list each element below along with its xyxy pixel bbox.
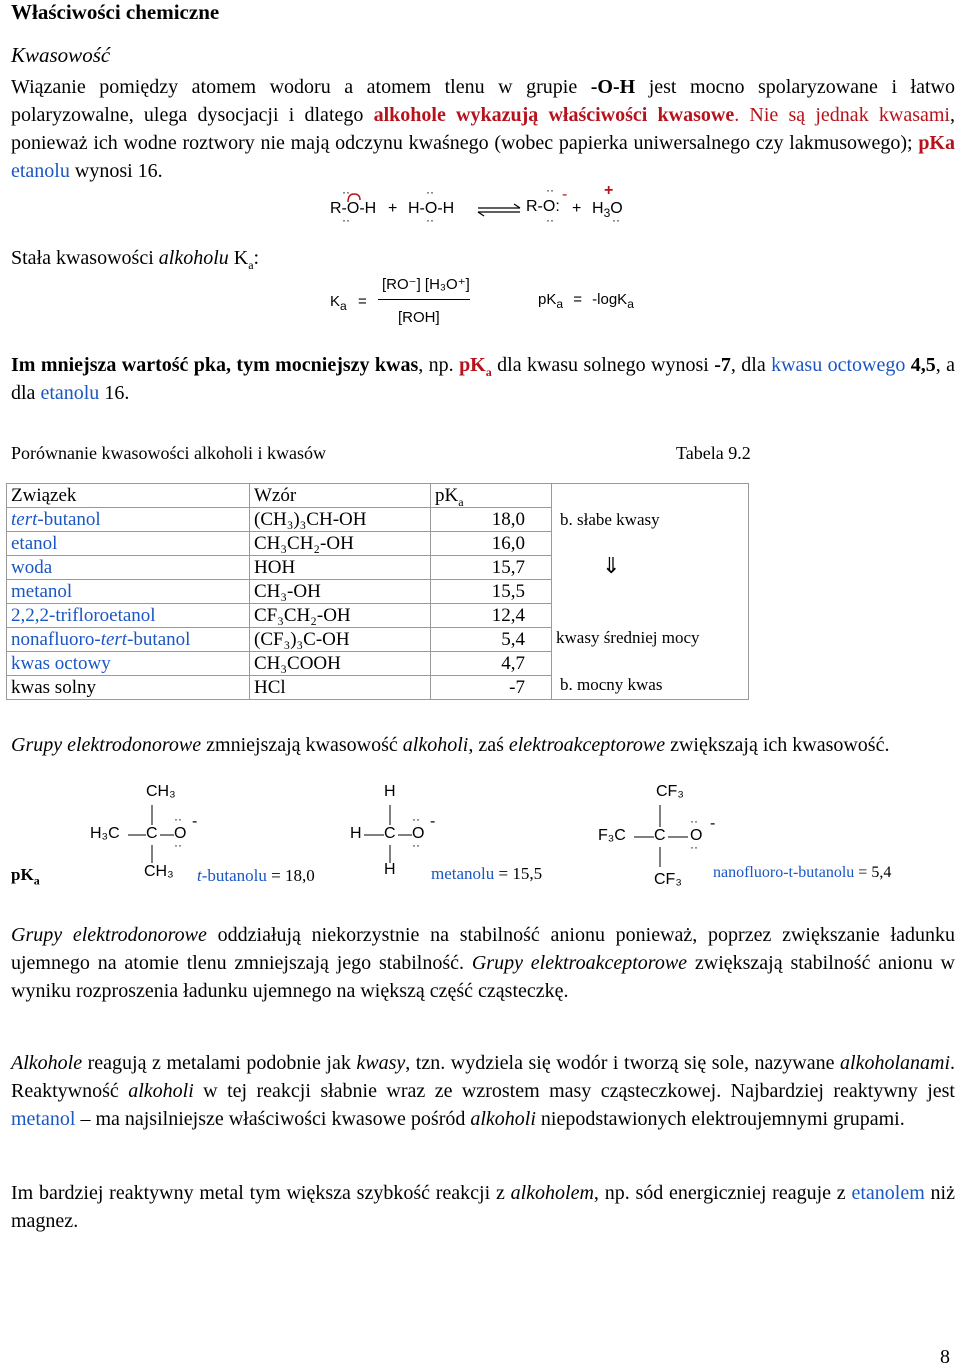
text-italic: alkoholi [402, 734, 469, 756]
plus-sign: + [572, 200, 582, 217]
text-italic: Alkohole [11, 1052, 83, 1074]
t-prefix: t [197, 866, 202, 885]
cell-pka: 16,0 [431, 532, 552, 556]
structure-t-butoxide [90, 783, 210, 883]
product-hydronium [592, 200, 623, 221]
fraction-bar [378, 299, 470, 300]
medium-acid-label: kwasy średniej mocy [556, 628, 700, 647]
pka-value: = 5,4 [854, 864, 892, 881]
kwas-octowy-link: kwasu octowego [771, 354, 906, 376]
text: Wiązanie pomiędzy atomem wodoru a atomem tlenu w grupie [11, 76, 591, 98]
oh-group: -O-H [590, 76, 636, 98]
text: zwiększają stabilność anionu w wyniku rozproszenia ładunku ujemnego na większą część cząsteczkę. [11, 952, 955, 1002]
text: wynosi 16. [69, 160, 163, 182]
text: 16. [99, 382, 130, 404]
cell-pka: 4,7 [431, 652, 552, 676]
page-heading: Właściwości chemiczne [11, 0, 220, 24]
text: , np. [418, 354, 460, 376]
text-italic: elektroakceptorowe [508, 734, 666, 756]
cell-formula: CH₃CH₂-OH [250, 532, 431, 556]
text: reagują z metalami podobnie jak [82, 1052, 357, 1074]
metanol-link: metanol [11, 1108, 76, 1130]
nonafluoro-link: nanofluoro-t-butanolu [713, 864, 855, 881]
text: dla kwasu solnego wynosi [491, 354, 715, 376]
paragraph-pka-rule [11, 351, 955, 407]
structure-methoxide [348, 783, 438, 883]
paragraph-metals [11, 1049, 955, 1133]
structure-nonafluoro-t-butoxide [598, 783, 728, 893]
text-italic: Grupy elektrodonorowe [11, 924, 207, 946]
carbon: C [384, 825, 396, 842]
cell-formula: (CH₃)₃CH-OH [250, 508, 431, 532]
ka-formula [330, 275, 490, 335]
weak-acid-label: b. słabe kwasy [560, 510, 660, 529]
text: w tej reakcji słabnie wraz ze wzrostem masy cząsteczkowej. Najbardziej reaktywny jest [193, 1080, 955, 1102]
text: niepodstawionych elektroujemnymi grupami. [535, 1108, 905, 1130]
svg-text:··: ·· [546, 188, 554, 197]
text-italic: Grupy elektrodonorowe [11, 734, 202, 756]
text: oddziałują niekorzystnie na stabilność anionu ponieważ, poprzez zwiększanie ładunku ujemnego na atomie tlenu zmniejszają jego stabilność. [11, 924, 955, 974]
subscript: a [627, 297, 634, 311]
text: , np. sód energiczniej reaguje z [593, 1182, 852, 1204]
table-label: Tabela 9.2 [676, 443, 751, 463]
svg-text:··: ·· [174, 838, 182, 852]
svg-text:··: ·· [690, 840, 698, 854]
text: , dla [730, 354, 772, 376]
text: , zaś [468, 734, 509, 756]
cell-pka: 15,5 [431, 580, 552, 604]
paragraph-acidity [11, 73, 955, 185]
negative-charge: - [192, 813, 198, 830]
negative-charge: - [430, 813, 436, 830]
strong-acid-label: b. mocny kwas [560, 675, 663, 694]
svg-text:··: ·· [426, 188, 434, 199]
product-alkoxide: R-O: [526, 198, 560, 215]
structures-pka-label [11, 865, 40, 888]
text: . Reaktywność [11, 1052, 956, 1102]
cell-pka: -7 [431, 676, 552, 700]
pk: pK [435, 485, 459, 506]
methyl-top: CH₃ [146, 783, 176, 800]
page-number: 8 [940, 1346, 950, 1368]
oxygen: O [174, 825, 187, 842]
paragraph-reactivity [11, 1179, 955, 1235]
ka-symbol [330, 293, 347, 313]
text: Stała kwasowości [11, 247, 159, 269]
cell-name: tert-butanol [7, 508, 250, 532]
header-compound: Związek [7, 484, 250, 508]
svg-text:··: ·· [412, 812, 420, 826]
paragraph-stability [11, 921, 955, 1005]
denominator: [ROH] [398, 309, 440, 326]
key-phrase: alkohole wykazują właściwości kwasowe [373, 104, 735, 126]
k: K [330, 293, 341, 310]
text: jest mocno spolaryzowane i łatwo polaryzowalne, ulega dysocjacji i dlatego [11, 76, 955, 126]
dissociation-reaction [330, 182, 650, 228]
etanol-link: etanolu [11, 160, 70, 182]
label-nonafluoro [713, 864, 891, 882]
pk: pK [538, 291, 557, 308]
positive-charge: + [604, 182, 614, 199]
h-left: H [350, 825, 362, 842]
pka-term: pK [459, 354, 486, 376]
text-italic: alkoholi [128, 1080, 194, 1102]
subscript: a [248, 258, 254, 272]
cell-pka: 12,4 [431, 604, 552, 628]
trifluoromethyl-left: F₃C [598, 827, 626, 844]
text: , ponieważ ich wodne roztwory nie mają odczynu kwaśnego (wobec papierka uniwersalnego czy lakmusowego); [11, 104, 955, 154]
carbon: C [146, 825, 158, 842]
methyl-bottom: CH₃ [144, 863, 174, 880]
subscript: a [485, 365, 492, 379]
strength-scale [552, 484, 749, 700]
etanol-link: etanolem [851, 1182, 925, 1204]
plus-sign: + [388, 200, 398, 217]
t-butanol-link: -butanolu [201, 866, 267, 885]
pka-table [6, 483, 749, 700]
subscript: 3 [603, 206, 611, 221]
trifluoromethyl-bottom: CF₃ [654, 871, 682, 888]
svg-text:··: ·· [342, 188, 350, 199]
equals-sign: = [573, 291, 582, 308]
ka-label [11, 247, 259, 270]
label-t-butanol [197, 866, 315, 886]
carbon: C [654, 827, 666, 844]
o-atom: O [610, 200, 623, 217]
cell-pka: 18,0 [431, 508, 552, 532]
subscript: a [556, 297, 564, 311]
h-top: H [384, 783, 396, 800]
text-italic: Grupy elektroakceptorowe [471, 952, 688, 974]
svg-text:··: ·· [690, 814, 698, 828]
cell-name: etanol [7, 532, 250, 556]
svg-text:··: ·· [612, 213, 620, 227]
text-italic: alkoholi [470, 1108, 536, 1130]
cell-name: kwas solny [7, 676, 250, 700]
down-arrow-icon: ⇓ [602, 553, 621, 578]
text-italic: alkoholanami [840, 1052, 951, 1074]
subscript: a [340, 299, 347, 313]
reactant-water: H-O-H [408, 200, 455, 217]
svg-text:··: ·· [426, 213, 434, 227]
value: -7 [714, 354, 731, 376]
numerator: [RO⁻] [H₃O⁺] [382, 276, 470, 293]
cell-formula: HOH [250, 556, 431, 580]
svg-text:··: ·· [342, 213, 350, 227]
pka-value: = 15,5 [494, 864, 543, 883]
value: 4,5 [905, 354, 936, 376]
pka-table-wrap [6, 483, 749, 700]
text: – ma najsilniejsze właściwości kwasowe pośród [75, 1108, 471, 1130]
negative-charge: - [562, 186, 568, 203]
pka-value: = 18,0 [266, 866, 315, 885]
label-metanol [431, 864, 542, 884]
cell-name: kwas octowy [7, 652, 250, 676]
oxygen: O [412, 825, 425, 842]
svg-text:··: ·· [546, 213, 554, 227]
text: , tzn. wydziela się wodór i tworzą się sole, nazywane [405, 1052, 841, 1074]
trifluoromethyl-top: CF₃ [656, 783, 684, 800]
h-bottom: H [384, 861, 396, 878]
cell-pka: 15,7 [431, 556, 552, 580]
cell-formula: CH₃COOH [250, 652, 431, 676]
header-pka [431, 484, 552, 508]
svg-text:··: ·· [412, 838, 420, 852]
methyl-left: H₃C [90, 825, 120, 842]
metanol-link: metanolu [431, 864, 495, 883]
cell-formula: HCl [250, 676, 431, 700]
text-italic: alkoholem [510, 1182, 594, 1204]
log-ka: -logK [592, 291, 628, 308]
table-header-row [7, 484, 749, 508]
cell-formula: CF₃CH₂-OH [250, 604, 431, 628]
pk: pK [11, 865, 34, 884]
text: , a dla [11, 354, 956, 404]
cell-name: metanol [7, 580, 250, 604]
negative-charge: - [710, 815, 716, 832]
text: zmniejszają kwasowość [201, 734, 403, 756]
oxygen: O [690, 827, 703, 844]
cell-formula: CH₃-OH [250, 580, 431, 604]
pka-term: pKa [918, 132, 955, 154]
cell-formula: (CF₃)₃C-OH [250, 628, 431, 652]
text: zwiększają ich kwasowość. [665, 734, 890, 756]
etanol-link: etanolu [40, 382, 100, 404]
text-italic: kwasy [356, 1052, 406, 1074]
table-caption: Porównanie kwasowości alkoholi i kwasów [11, 443, 326, 463]
section-subheading: Kwasowość [11, 43, 111, 67]
text: Im bardziej reaktywny metal tym większa szybkość reakcji z [11, 1182, 511, 1204]
cell-name: 2,2,2-trifloroetanol [7, 604, 250, 628]
text: : [253, 247, 260, 269]
equals-sign: = [358, 293, 367, 310]
cell-name: nonafluoro-tert-butanol [7, 628, 250, 652]
subscript: a [458, 494, 464, 509]
svg-text:··: ·· [174, 812, 182, 826]
pka-formula [538, 291, 634, 311]
bold-rule: Im mniejsza wartość pka, tym mocniejszy kwas [11, 354, 419, 376]
header-formula: Wzór [250, 484, 431, 508]
reactant-alcohol: R-O-H [330, 200, 377, 217]
text: K [228, 247, 249, 269]
text-red: . Nie są jednak kwasami [734, 104, 950, 126]
h-atom: H [592, 200, 604, 217]
paragraph-substituents [11, 731, 955, 759]
cell-name: woda [7, 556, 250, 580]
text-italic: alkoholu [158, 247, 229, 269]
text: niż magnez. [11, 1182, 955, 1232]
subscript: a [33, 873, 40, 888]
cell-pka: 5,4 [431, 628, 552, 652]
